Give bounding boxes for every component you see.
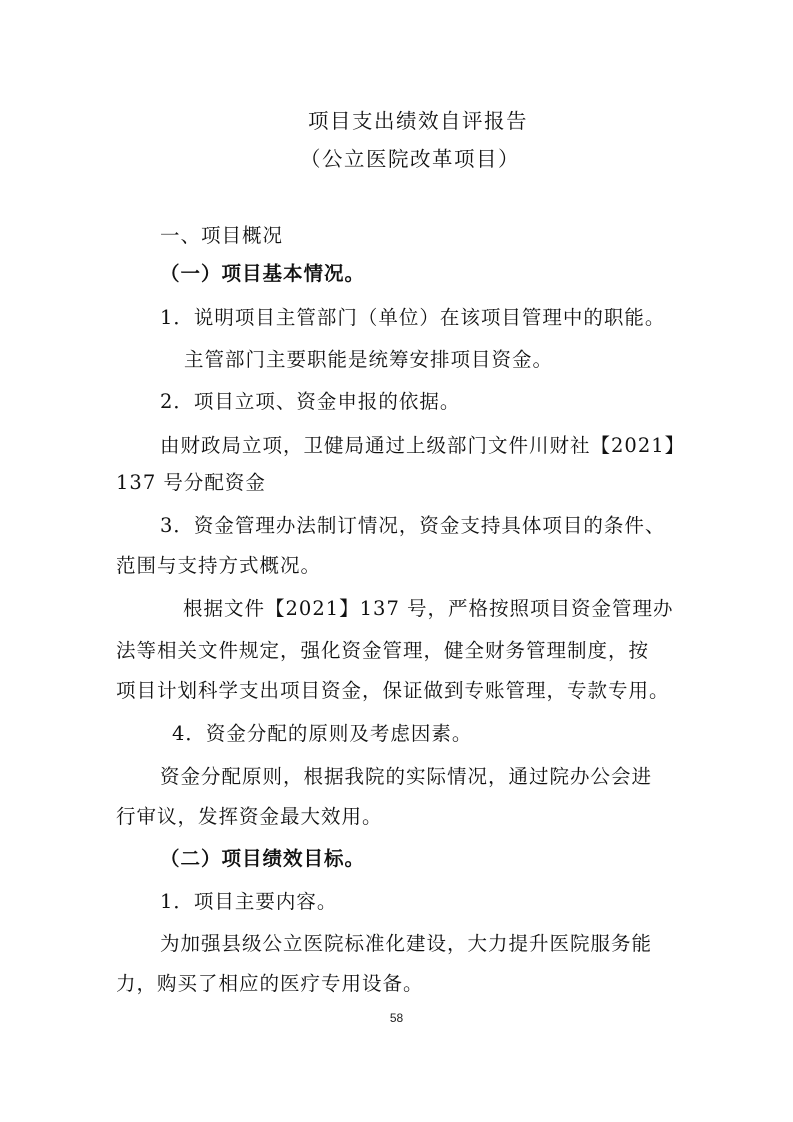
item3-body-line: 法等相关文件规定，强化资金管理，健全财务管理制度，按 [116,639,650,662]
item4-title: 4．资金分配的原则及考虑因素。 [172,722,473,745]
item3-body-line: 项目计划科学支出项目资金，保证做到专账管理，专款专用。 [116,679,670,702]
item2-body-line: 137 号分配资金 [116,471,266,494]
item2-title: 2．项目立项、资金申报的依据。 [160,390,461,413]
item3-title-line: 3．资金管理办法制订情况，资金支持具体项目的条件、 [160,514,666,537]
item4-body-line: 行审议，发挥资金最大效用。 [116,805,383,828]
item2-body-line: 由财政局立项，卫健局通过上级部门文件川财社【2021】 [160,434,686,457]
goal1-title: 1．项目主要内容。 [160,890,338,913]
report-title: 项目支出绩效自评报告 [308,109,528,133]
item3-body-line: 根据文件【2021】137 号，严格按照项目资金管理办 [183,597,674,620]
item3-title-line: 范围与支持方式概况。 [116,554,322,577]
item4-body-line: 资金分配原则，根据我院的实际情况，通过院办公会进 [160,765,653,788]
subheading-performance-goals: （二）项目绩效目标。 [160,847,366,870]
subheading-basic-info: （一）项目基本情况。 [160,262,366,285]
report-subtitle: （公立医院改革项目） [300,147,520,171]
item1-title: 1．说明项目主管部门（单位）在该项目管理中的职能。 [160,306,666,329]
page-number: 58 [389,1011,404,1025]
item1-body: 主管部门主要职能是统筹安排项目资金。 [184,348,554,371]
section-heading-overview: 一、项目概况 [160,224,284,247]
goal1-body-line: 力，购买了相应的医疗专用设备。 [116,972,424,995]
goal1-body-line: 为加强县级公立医院标准化建设，大力提升医院服务能 [160,932,653,955]
